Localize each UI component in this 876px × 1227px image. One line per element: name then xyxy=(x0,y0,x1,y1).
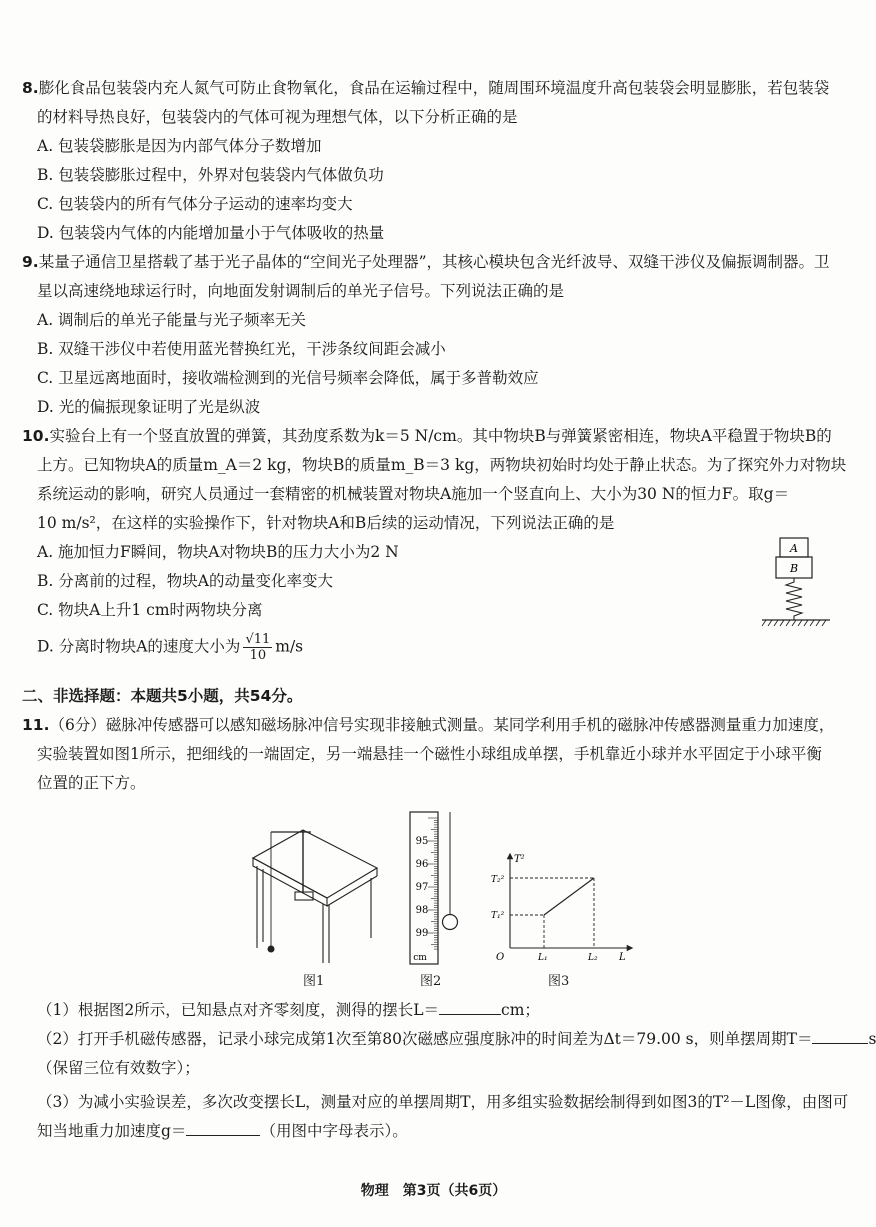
q9-stem-line1: 9.某量子通信卫星搭载了基于光子晶体的“空间光子处理器”，其核心模块包含光纤波导、双缝干涉仪及偏振调制器。卫 xyxy=(22,253,830,271)
q9-option-a: A. 调制后的单光子能量与光子频率无关 xyxy=(37,311,307,329)
ruler-label-99: 99 xyxy=(415,928,429,939)
graph-line xyxy=(544,878,594,915)
q11-stem-line2: 实验装置如图1所示，把细线的一端固定，另一端悬挂一个磁性小球组成单摆，手机靠近小球并水平固定于小球平衡 xyxy=(37,745,822,763)
q8-option-d: D. 包装袋内气体的内能增加量小于气体吸收的热量 xyxy=(37,224,385,242)
ruler-label-95: 95 xyxy=(415,836,429,847)
table-edge-right xyxy=(327,876,377,906)
fig2-pendulum-ball xyxy=(443,915,458,930)
q9-stem-line2: 星以高速绕地球运行时，向地面发射调制后的单光子信号。下列说法正确的是 xyxy=(37,282,565,300)
q11-sub2-line2: （保留三位有效数字）； xyxy=(37,1059,200,1077)
q10-spring-block-figure xyxy=(758,535,834,635)
q10-stem-line4: 10 m/s²，在这样的实验操作下，针对物块A和B后续的运动情况，下列说法正确的是 xyxy=(37,514,615,532)
q8-number: 8. xyxy=(22,79,39,97)
block-a-label: A xyxy=(790,542,798,555)
q9-number: 9. xyxy=(22,253,39,271)
q10-stem-line2: 上方。已知物块A的质量m_A＝2 kg，物块B的质量m_B＝3 kg，两物块初始时均处于静止状态。为了探究外力对物块 xyxy=(37,456,847,474)
page-footer: 物理 第3页（共6页） xyxy=(360,1183,507,1199)
q8-option-a: A. 包装袋膨胀是因为内部气体分子数增加 xyxy=(37,137,322,155)
q11-sub3-line1: （3）为减小实验误差，多次改变摆长L，测量对应的单摆周期T，用多组实验数据绘制得到如图3的T²－L图像，由图可 xyxy=(37,1093,849,1111)
block-b-label: B xyxy=(789,562,799,575)
q9-option-b: B. 双缝干涉仪中若使用蓝光替换红光，干涉条纹间距会减小 xyxy=(37,340,446,358)
q10-option-d-fraction: $\frac{√11}{10}$ xyxy=(245,632,271,663)
fig2-ruler xyxy=(406,810,466,970)
q9-option-c: C. 卫星远离地面时，接收端检测到的光信号频率会降低，属于多普勒效应 xyxy=(37,369,539,387)
q10-stem-line1: 10.实验台上有一个竖直放置的弹簧，其劲度系数为k＝5 N/cm。其中物块B与弹簧紧密相连，物块A平稳置于物块B的 xyxy=(22,427,832,445)
graph-x-tick-l2: L₂ xyxy=(588,953,598,963)
q11-stem-line3: 位置的正下方。 xyxy=(37,774,146,792)
q8-option-b: B. 包装袋膨胀过程中，外界对包装袋内气体做负功 xyxy=(37,166,384,184)
fig3-caption: 图3 xyxy=(548,974,570,989)
q11-sub1-blank[interactable] xyxy=(439,1000,501,1015)
q10-number: 10. xyxy=(22,427,50,445)
ground-hatch xyxy=(762,620,826,626)
graph-y-label: T² xyxy=(514,854,525,865)
spring xyxy=(786,578,802,620)
graph-origin: O xyxy=(496,952,505,963)
fig1-caption: 图1 xyxy=(303,974,325,989)
q11-sub2: （2）打开手机磁传感器，记录小球完成第1次至第80次磁感应强度脉冲的时间差为Δt＝79.00 s，则单摆周期T＝ s xyxy=(37,1030,876,1048)
q11-sub2-blank[interactable] xyxy=(812,1029,868,1044)
q10-option-d: D. 分离时物块A的速度大小为 $\frac{√11}{10}$ m/s xyxy=(37,632,304,663)
section-2-heading: 二、非选择题：本题共5小题，共54分。 xyxy=(22,687,303,705)
fig3-t2-l-graph xyxy=(490,848,640,966)
q10-stem-line3: 系统运动的影响，研究人员通过一套精密的机械装置对物块A施加一个竖直向上、大小为30 N的恒力F。取g＝ xyxy=(37,485,790,503)
fig2-caption: 图2 xyxy=(420,974,442,989)
graph-y-tick-t2: T₂² xyxy=(491,875,505,885)
ruler-label-96: 96 xyxy=(415,859,429,870)
q11-sub3-line2: 知当地重力加速度g＝ （用图中字母表示）。 xyxy=(37,1122,408,1140)
ruler-label-98: 98 xyxy=(415,905,429,916)
q11-sub3-blank[interactable] xyxy=(186,1121,260,1136)
q11-stem-line1: 11.（6分）磁脉冲传感器可以感知磁场脉冲信号实现非接触式测量。某同学利用手机的磁脉冲传感器测量重力加速度， xyxy=(22,716,835,734)
ruler-unit: cm xyxy=(413,953,427,963)
q8-stem-line1: 8.膨化食品包装袋内充人氮气可防止食物氧化，食品在运输过程中，随周围环境温度升高包装袋会明显膨胀，若包装袋 xyxy=(22,79,830,97)
q9-option-d: D. 光的偏振现象证明了光是纵波 xyxy=(37,398,261,416)
ruler-label-97: 97 xyxy=(415,882,429,893)
q8-option-c: C. 包装袋内的所有气体分子运动的速率均变大 xyxy=(37,195,353,213)
fig1-pendulum-setup xyxy=(245,818,385,968)
q8-stem-line2: 的材料导热良好，包装袋内的气体可视为理想气体，以下分析正确的是 xyxy=(37,108,518,126)
graph-x-tick-l1: L₁ xyxy=(538,953,548,963)
q10-option-c: C. 物块A上升1 cm时两物块分离 xyxy=(37,601,263,619)
graph-y-tick-t1: T₁² xyxy=(491,911,505,921)
q11-sub1: （1）根据图2所示，已知悬点对齐零刻度，测得的摆长L＝ cm； xyxy=(37,1001,540,1019)
q10-option-b: B. 分离前的过程，物块A的动量变化率变大 xyxy=(37,572,333,590)
ruler-tick-marks xyxy=(428,818,438,949)
table-edge xyxy=(253,858,327,906)
graph-x-label: L xyxy=(619,952,626,963)
q10-option-a: A. 施加恒力F瞬间，物块A对物块B的压力大小为2 N xyxy=(37,543,399,561)
q11-number: 11. xyxy=(22,716,50,734)
pendulum-ball xyxy=(268,946,275,953)
